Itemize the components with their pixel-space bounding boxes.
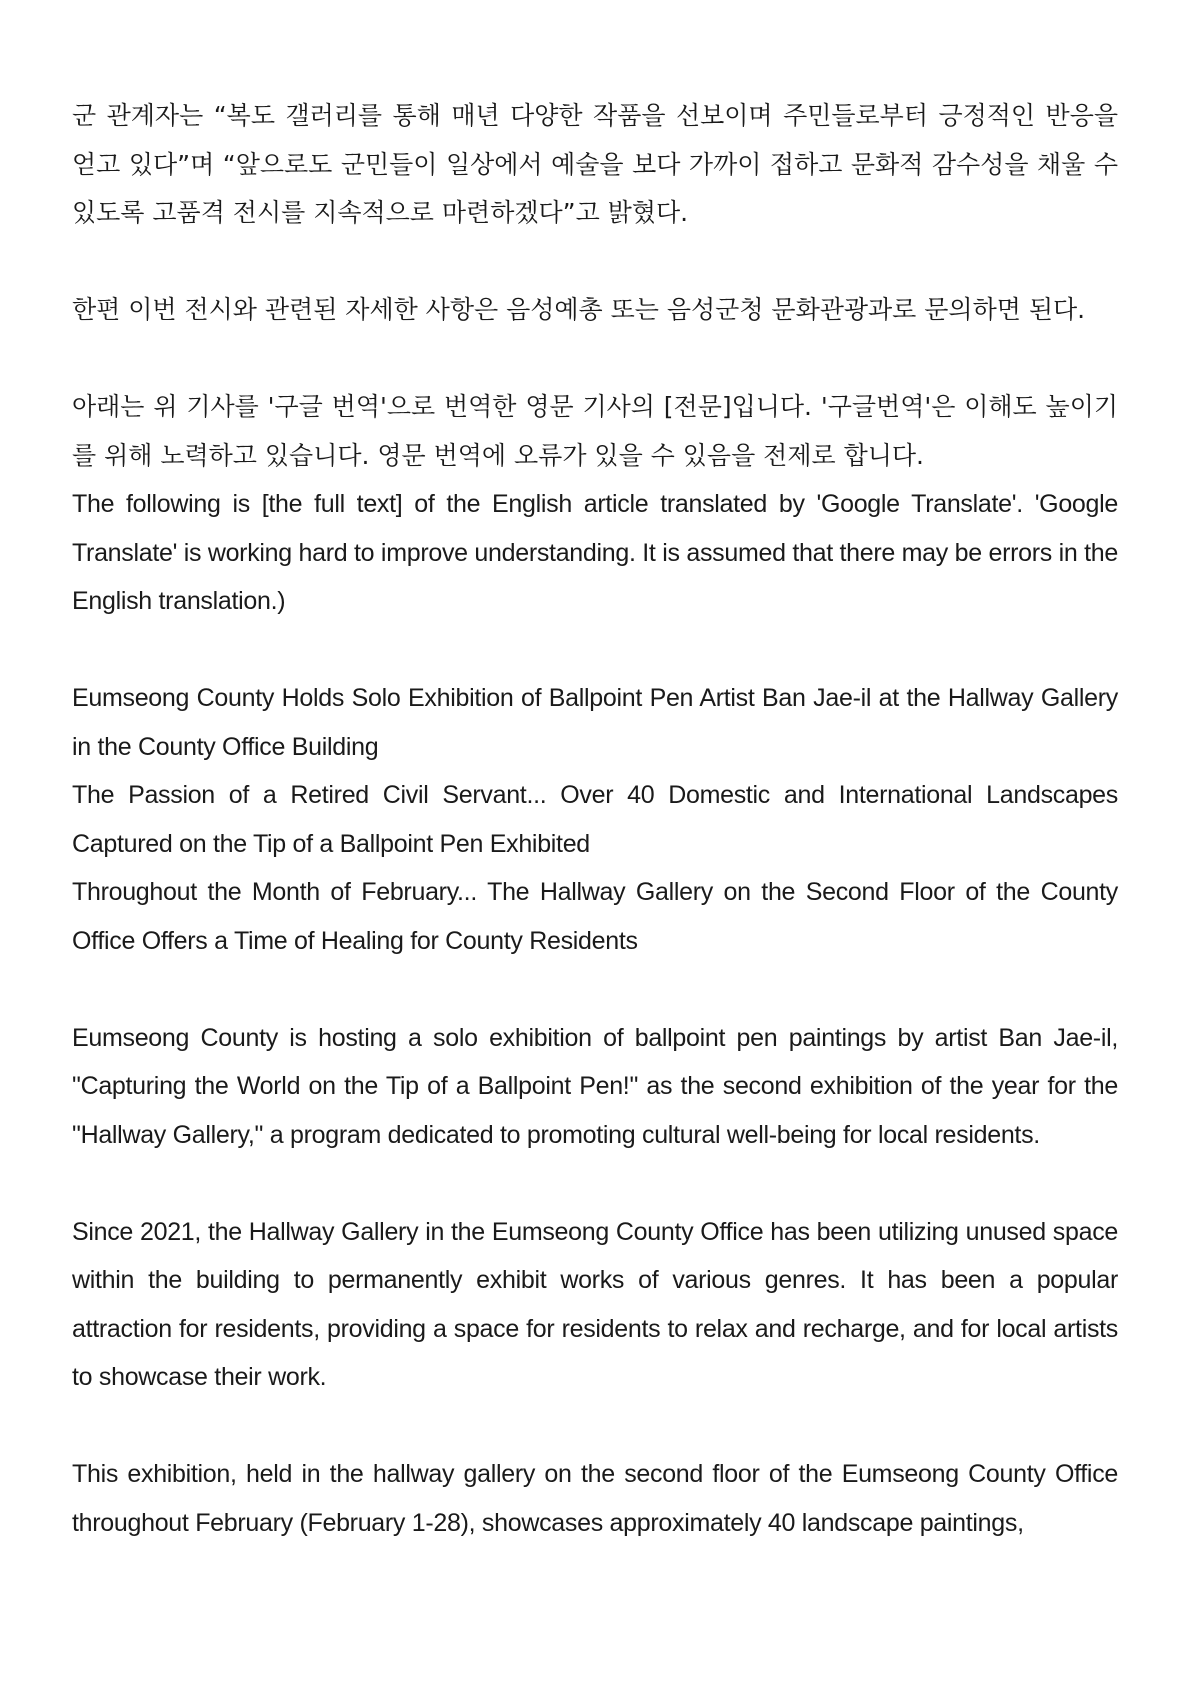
paragraph-official-quote: 군 관계자는 “복도 갤러리를 통해 매년 다양한 작품을 선보이며 주민들로부터 긍정적인 반응을 얻고 있다”며 “앞으로도 군민들이 일상에서 예술을 보다 가까이 접하고 문화적 감수성을 채울 수 있도록 고품격 전시를 지속적으로 마련하겠다”고 밝혔다. [72, 101, 1118, 227]
paragraph-gallery-history: Since 2021, the Hallway Gallery in the Eumseong County Office has been utilizing unused space within the building to permanently exhibit works of various genres. It has been a popular attraction for residents, providing a space for residents to relax and recharge, and for local artists to showcase their work. [72, 1217, 1118, 1391]
paragraph-exhibition-intro: Eumseong County is hosting a solo exhibition of ballpoint pen paintings by artist Ban Jae-il, "Capturing the World on the Tip of a Ballpoint Pen!" as the second exhibition of the year for the "Hallway Gallery," a program dedicated to promoting cultural well-being for local residents. [72, 1023, 1118, 1149]
headline-title: Eumseong County Holds Solo Exhibition of Ballpoint Pen Artist Ban Jae-il at the Hallway Gallery in the County Office Building [72, 684, 1118, 761]
paragraph-translation-notice-en: The following is [the full text] of the English article translated by 'Google Translate'. 'Google Translate' is working hard to improve understanding. It is assumed that there may be errors in the English translation.) [72, 490, 1118, 615]
paragraph-translation-notice-ko: 아래는 위 기사를 '구글 번역'으로 번역한 영문 기사의 [전문]입니다. '구글번역'은 이해도 높이기를 위해 노력하고 있습니다. 영문 번역에 오류가 있을 수 있음을 전제로 합니다. [72, 392, 1118, 470]
document-page [72, 92, 1118, 1547]
headline-subtitle-2: Throughout the Month of February... The Hallway Gallery on the Second Floor of the County Office Offers a Time of Healing for County Residents [72, 878, 1118, 955]
paragraph-inquiry-info: 한편 이번 전시와 관련된 자세한 사항은 음성예총 또는 음성군청 문화관광과로 문의하면 된다. [72, 295, 1086, 324]
headline-subtitle-1: The Passion of a Retired Civil Servant... Over 40 Domestic and International Landscapes Captured on the Tip of a Ballpoint Pen Exhibited [72, 781, 1118, 858]
paragraph-exhibition-details: This exhibition, held in the hallway gallery on the second floor of the Eumseong County Office throughout February (February 1-28), showcases approximately 40 landscape paintings, [72, 1460, 1118, 1537]
